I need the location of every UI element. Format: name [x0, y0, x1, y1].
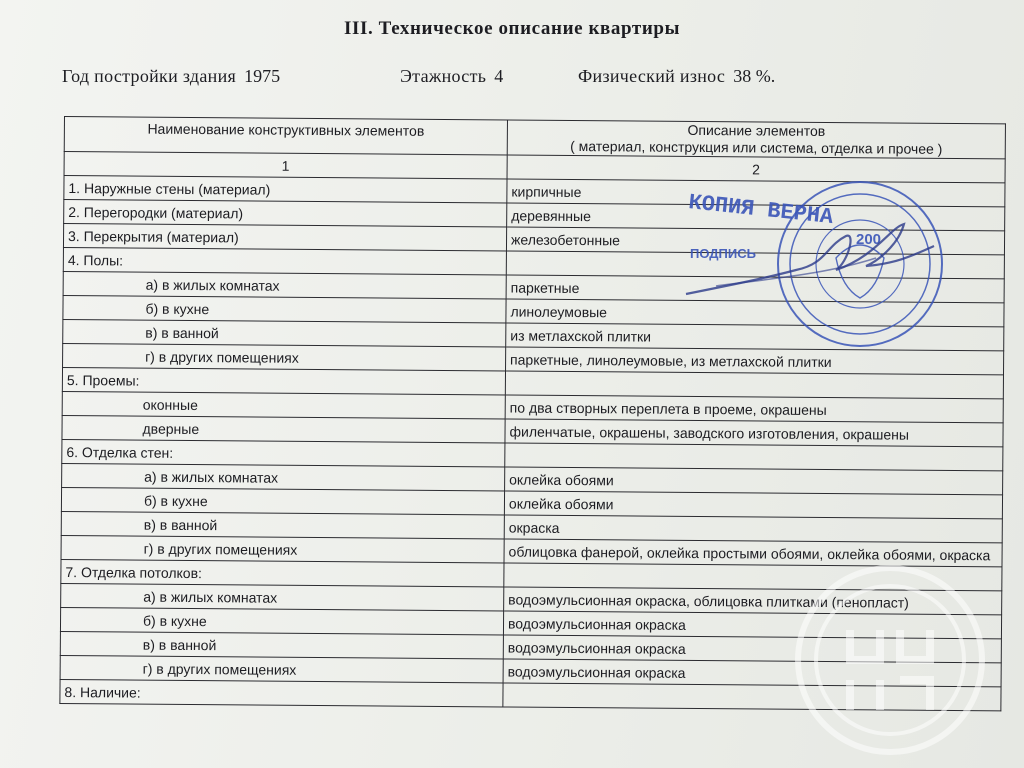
col2-number: 2	[507, 155, 1005, 183]
stamp-copy-label: КОПИЯ ВЕРНА	[687, 190, 835, 231]
element-description-cell: облицовка фанерой, оклейка простыми обоями, оклейка обоями, окраска	[504, 539, 1002, 567]
floors-value: 4	[494, 66, 504, 86]
element-name-cell: 4. Полы:	[63, 247, 506, 274]
build-year	[62, 66, 280, 87]
build-year-label: Год постройки здания	[62, 66, 237, 86]
element-name-cell: 1. Наружные стены (материал)	[64, 176, 507, 203]
element-description-cell	[503, 683, 1001, 711]
stamp-date: 200	[856, 231, 882, 248]
floors	[400, 66, 503, 87]
element-name-cell: в) в ванной	[63, 319, 506, 346]
element-name-cell: 2. Перегородки (материал)	[64, 200, 507, 227]
col1-header: Наименование конструктивных элементов	[64, 117, 507, 155]
element-name-cell: г) в других помещениях	[63, 343, 506, 370]
col2-header-line1: Описание элементов	[687, 121, 826, 139]
physical-wear-label: Физический износ	[578, 66, 726, 86]
element-name-cell: г) в других помещениях	[61, 535, 504, 562]
physical-wear	[578, 66, 775, 87]
element-name-cell: б) в кухне	[63, 295, 506, 322]
floors-label: Этажность	[400, 66, 487, 86]
element-name-cell: б) в кухне	[61, 487, 504, 514]
element-description-cell: водоэмульсионная окраска	[503, 611, 1001, 639]
element-description-cell: окраска	[504, 515, 1002, 543]
col2-header-line2: ( материал, конструкция или система, отделка и прочее )	[570, 137, 943, 157]
physical-wear-value: 38 %.	[733, 66, 776, 86]
element-description-cell: линолеумовые	[506, 299, 1004, 327]
element-description-cell: паркетные, линолеумовые, из метлахской плитки	[506, 347, 1004, 375]
element-description-cell: оклейка обоями	[505, 467, 1003, 495]
element-name-cell: дверные	[62, 415, 505, 442]
col2-header	[507, 120, 1005, 159]
element-description-cell: водоэмульсионная окраска	[503, 659, 1001, 687]
build-year-value: 1975	[244, 66, 281, 86]
element-description-cell: по два створных переплета в проеме, окрашены	[505, 395, 1003, 423]
element-description-cell: из метлахской плитки	[506, 323, 1004, 351]
element-name-cell: в) в ванной	[60, 631, 503, 658]
element-name-cell: 6. Отделка стен:	[62, 439, 505, 466]
element-description-cell: железобетонные	[506, 227, 1004, 255]
element-name-cell: 8. Наличие:	[60, 679, 503, 706]
element-description-cell: оклейка обоями	[504, 491, 1002, 519]
element-name-cell: в) в ванной	[61, 511, 504, 538]
element-name-cell: а) в жилых комнатах	[63, 271, 506, 298]
element-description-cell: филенчатые, окрашены, заводского изготовления, окрашены	[505, 419, 1003, 447]
element-name-cell: б) в кухне	[60, 607, 503, 634]
element-name-cell: 3. Перекрытия (материал)	[63, 224, 506, 251]
element-description-cell: деревянные	[507, 203, 1005, 231]
technical-description-table	[59, 116, 1006, 711]
element-description-cell: водоэмульсионная окраска	[503, 635, 1001, 663]
element-description-cell: паркетные	[506, 275, 1004, 303]
stamp-signature-label: ПОДПИСЬ	[690, 246, 756, 261]
element-description-cell: водоэмульсионная окраска, облицовка плитками (пенопласт)	[504, 587, 1002, 615]
element-name-cell: а) в жилых комнатах	[62, 463, 505, 490]
element-name-cell: оконные	[62, 391, 505, 418]
element-name-cell: г) в других помещениях	[60, 655, 503, 682]
section-title: III. Техническое описание квартиры	[343, 18, 680, 39]
col1-number: 1	[64, 152, 507, 179]
element-name-cell: а) в жилых комнатах	[61, 583, 504, 610]
element-name-cell: 7. Отделка потолков:	[61, 559, 504, 586]
element-description-cell: кирпичные	[507, 179, 1005, 207]
element-name-cell: 5. Проемы:	[62, 367, 505, 394]
